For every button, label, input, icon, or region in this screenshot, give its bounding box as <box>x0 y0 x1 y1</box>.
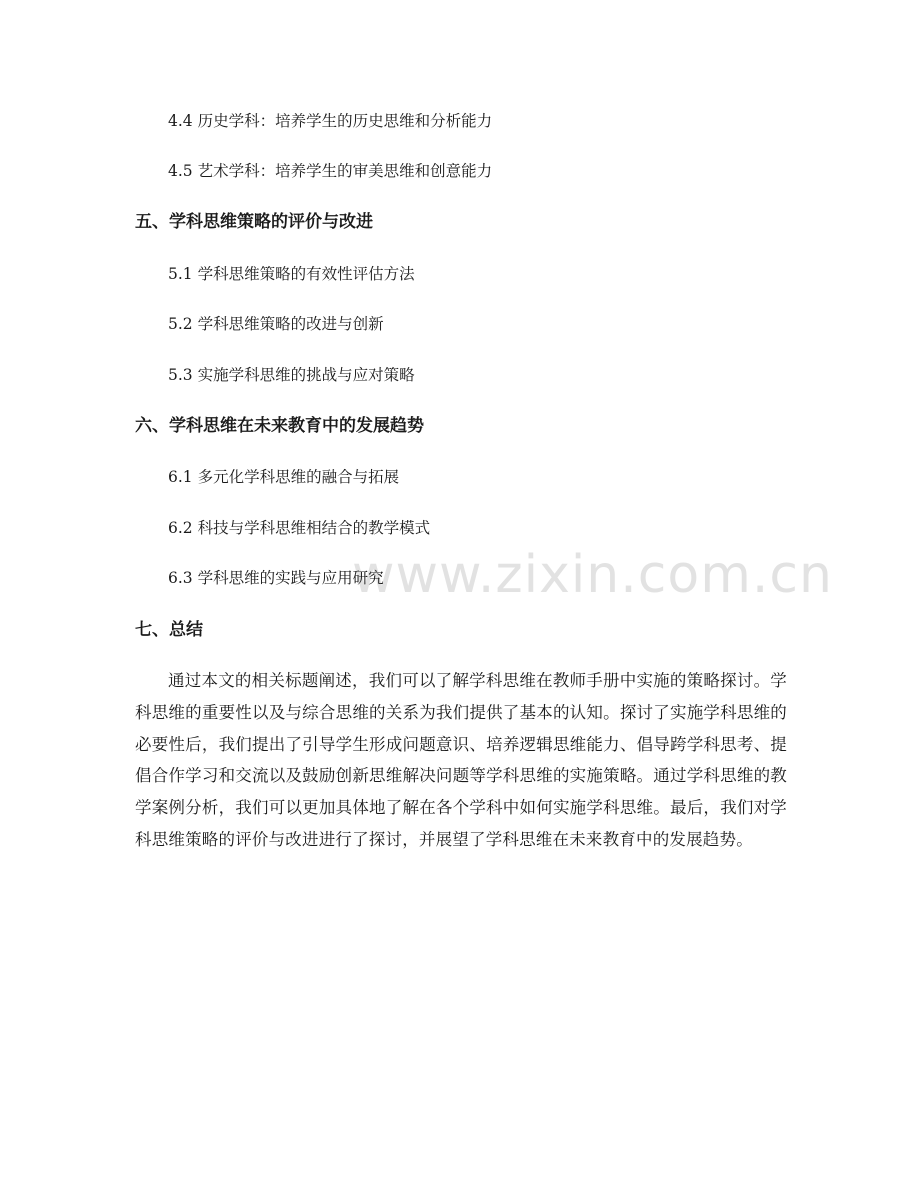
outline-item-6-3: 6.3 学科思维的实践与应用研究 <box>168 569 384 587</box>
outline-item-6-1: 6.1 多元化学科思维的融合与拓展 <box>168 468 400 486</box>
watermark-text: www.zixin.com.cn <box>352 545 833 605</box>
summary-paragraph: 通过本文的相关标题阐述，我们可以了解学科思维在教师手册中实施的策略探讨。学科思维的重要性以及与综合思维的关系为我们提供了基本的认知。探讨了实施学科思维的必要性后，我们提出了引导学生形成问题意识、培养逻辑思维能力、倡导跨学科思考、提倡合作学习和交流以及鼓励创新思维解决问题等学科思维的实施策略。通过学科思维的教学案例分析，我们可以更加具体地了解在各个学科中如何实施学科思维。最后，我们对学科思维策略的评价与改进进行了探讨，并展望了学科思维在未来教育中的发展趋势。 <box>135 671 787 849</box>
outline-item-5-3: 5.3 实施学科思维的挑战与应对策略 <box>168 366 415 384</box>
outline-item-6-2: 6.2 科技与学科思维相结合的教学模式 <box>168 519 431 537</box>
outline-item-5-2: 5.2 学科思维策略的改进与创新 <box>168 315 384 333</box>
outline-item-4-4: 4.4 历史学科：培养学生的历史思维和分析能力 <box>168 112 493 130</box>
outline-item-4-5: 4.5 艺术学科：培养学生的审美思维和创意能力 <box>168 162 493 180</box>
section-heading-6: 六、学科思维在未来教育中的发展趋势 <box>135 416 424 436</box>
section-heading-5: 五、学科思维策略的评价与改进 <box>135 212 373 232</box>
section-heading-7: 七、总结 <box>135 620 203 640</box>
outline-item-5-1: 5.1 学科思维策略的有效性评估方法 <box>168 265 415 283</box>
